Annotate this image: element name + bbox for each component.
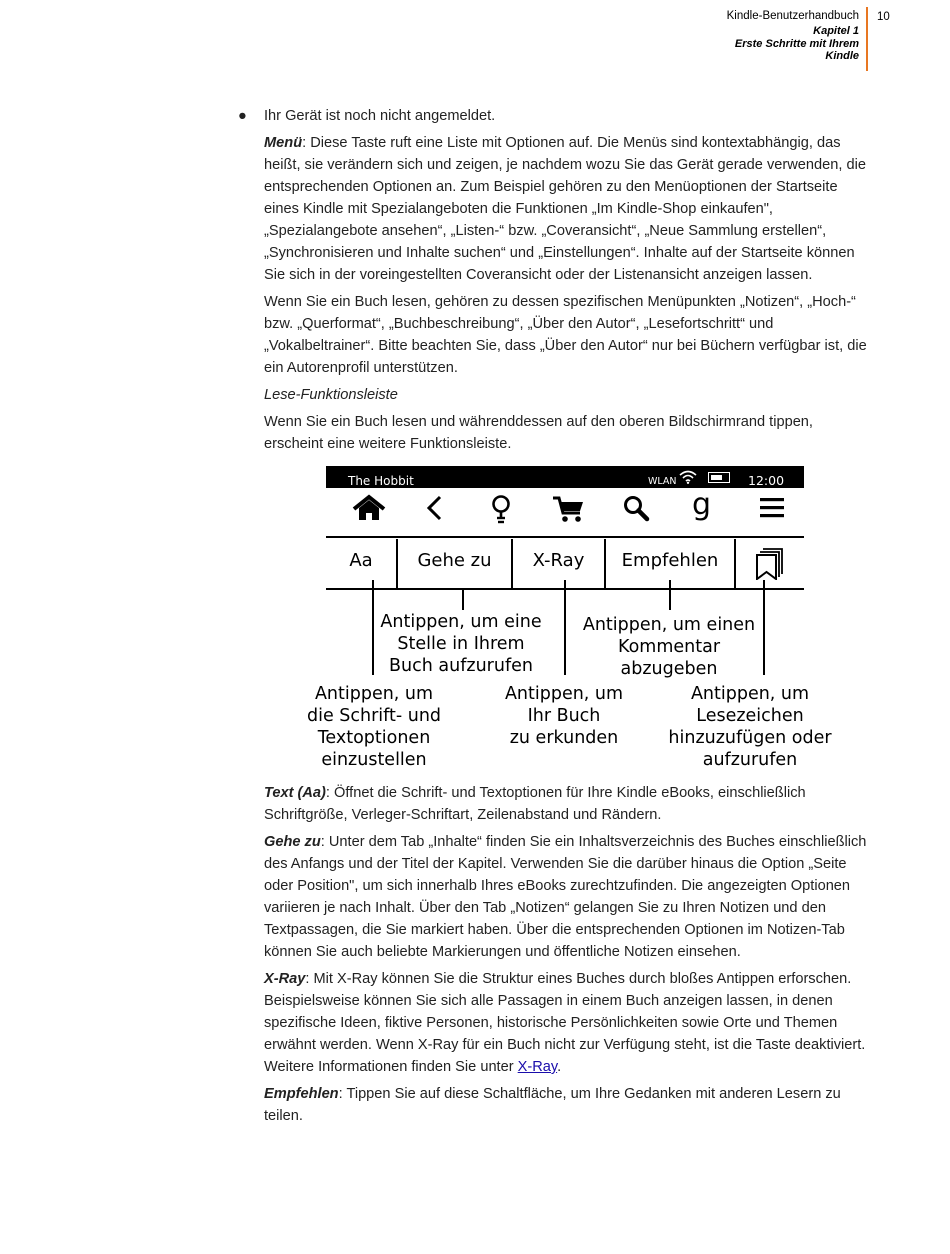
menu-paragraph (264, 132, 868, 286)
bullet-text: Ihr Gerät ist noch nicht angemeldet. (264, 108, 496, 124)
callout-bookmark: Antippen, um Lesezeichen hinzuzufügen oder aufzurufen (668, 684, 832, 770)
back-icon[interactable] (424, 494, 444, 529)
running-header (599, 10, 859, 63)
menu-term: Menü (264, 135, 303, 151)
callout-xray: Antippen, um Ihr Buch zu erkunden (504, 684, 624, 748)
page-number: 10 (877, 11, 890, 23)
definition-share (264, 1083, 868, 1127)
header-accent-rule (866, 7, 868, 71)
callout-line-goto (462, 588, 464, 610)
cart-icon[interactable] (552, 494, 586, 531)
chapter-title-line-2: Kindle (825, 50, 859, 62)
tabbar-top-rule (326, 536, 804, 538)
desc-xray: : Mit X-Ray können Sie die Struktur eines Buches durch bloßes Antippen erforschen. Beispielsweise können Sie sich alle Passagen in einem Buch anzeigen lassen, in denen spezifische Ideen, fiktive Personen, historische Persönlichkeiten sowie Orte und Themen erwähnt werden. Wenn X-Ray für ein Buch nicht zur Verfügung steht, ist die Taste deaktiviert. Weitere Informationen finden Sie unter (264, 971, 866, 1075)
battery-icon (708, 472, 730, 483)
reading-toolbar-figure (264, 460, 868, 778)
term-xray: X-Ray (264, 971, 306, 987)
tab-share[interactable]: Empfehlen (621, 550, 719, 571)
callout-share: Antippen, um einen Kommentar abzugeben (582, 615, 756, 679)
callout-line-share (669, 580, 671, 610)
chapter-title-line-1: Erste Schritte mit Ihrem (734, 37, 859, 50)
definition-xray (264, 968, 868, 1078)
desc-goto: : Unter dem Tab „Inhalte“ finden Sie ein Inhaltsverzeichnis des Buches einschließlich des Anfangs und der Titel der Kapitel. Verwenden Sie die darüber hinaus die Option „Seite oder Position", um sich innerhalb Ihres eBooks zurechtzufinden. Die angezeigten Optionen variieren je nach Inhalt. Über den Tab „Notizen“ gelangen Sie zu Ihren Notizen und den Textpassagen, die Sie markiert haben. Über die entsprechenden Optionen im Notizen-Tab können Sie auch beliebte Markierungen und öffentliche Notizen einsehen. (264, 834, 867, 960)
tab-divider (734, 539, 736, 589)
callout-goto: Antippen, um eine Stelle in Ihrem Buch aufzurufen (380, 612, 542, 676)
tab-goto[interactable]: Gehe zu (417, 550, 492, 571)
callout-line-xray (564, 580, 566, 675)
status-clock: 12:00 (748, 473, 785, 488)
home-icon[interactable] (352, 494, 386, 529)
xray-link[interactable]: X-Ray (517, 1059, 558, 1075)
page-body (238, 105, 868, 1132)
tab-text-options[interactable]: Aa (349, 550, 373, 571)
reading-toolbar-subheading: Lese-Funktionsleiste (264, 387, 398, 403)
desc-xray-end: . (557, 1059, 562, 1075)
desc-share: : Tippen Sie auf diese Schaltfläche, um Ihre Gedanken mit anderen Lesern zu teilen. (264, 1086, 841, 1124)
term-text-options: Text (Aa) (264, 785, 326, 801)
search-icon[interactable] (622, 494, 650, 531)
lightbulb-icon[interactable] (490, 494, 512, 531)
definition-goto (264, 831, 868, 963)
wlan-label: WLAN (648, 476, 677, 487)
bookmark-icon[interactable] (756, 548, 784, 587)
desc-text-options: : Öffnet die Schrift- und Textoptionen für Ihre Kindle eBooks, einschließlich Schriftgröße, Verleger-Schriftart, Zeilenabstand und Rändern. (264, 785, 806, 823)
tab-xray[interactable]: X-Ray (532, 550, 585, 571)
bullet-icon: ● (238, 108, 247, 124)
reading-menu-paragraph: Wenn Sie ein Buch lesen, gehören zu dessen spezifischen Menüpunkten „Notizen“, „Hoch-“ bzw. „Querformat“, „Buchbeschreibung“, „Über den Autor“, „Lesefortschritt“ und „Vokalbeltrainer“. Bitte beachten Sie, dass „Über den Autor“ nur bei Büchern verfügbar ist, die ein Autorenprofil unterstützen. (264, 294, 867, 376)
term-share: Empfehlen (264, 1086, 339, 1102)
status-book-title: The Hobbit (348, 474, 414, 488)
callout-text-options: Antippen, um die Schrift- und Textoptionen einzustellen (306, 684, 442, 770)
device-status-bar (326, 466, 804, 488)
definition-text-options (264, 782, 868, 826)
term-goto: Gehe zu (264, 834, 321, 850)
chapter-label: Kapitel 1 (813, 25, 859, 37)
goodreads-icon[interactable]: g (692, 487, 712, 522)
menu-description: : Diese Taste ruft eine Liste mit Optionen auf. Die Menüs sind kontextabhängig, das heißt, sie verändern sich und zeigen, je nachdem wozu Sie das Gerät gerade verwenden, die entsprechenden Optionen an. Zum Beispiel gehören zu den Menüoptionen der Startseite eines Kindle mit Spezialangeboten die Funktionen „Im Kindle-Shop einkaufen", „Spezialangebote ansehen“, „Listen-“ bzw. „Coveransicht“, „Neue Sammlung erstellen“, „Synchronisieren und Inhalte suchen“ und „Einstellungen“. Inhalte auf der Startseite können Sie sich in der voreingestellten Coveransicht oder der Listenansicht anzeigen lassen. (264, 135, 866, 283)
document-title: Kindle-Benutzerhandbuch (726, 10, 859, 22)
menu-icon[interactable] (760, 494, 784, 529)
reading-toolbar-intro: Wenn Sie ein Buch lesen und währenddessen auf den oberen Bildschirmrand tippen, erscheint eine weitere Funktionsleiste. (264, 414, 813, 452)
bullet-item (238, 105, 868, 127)
